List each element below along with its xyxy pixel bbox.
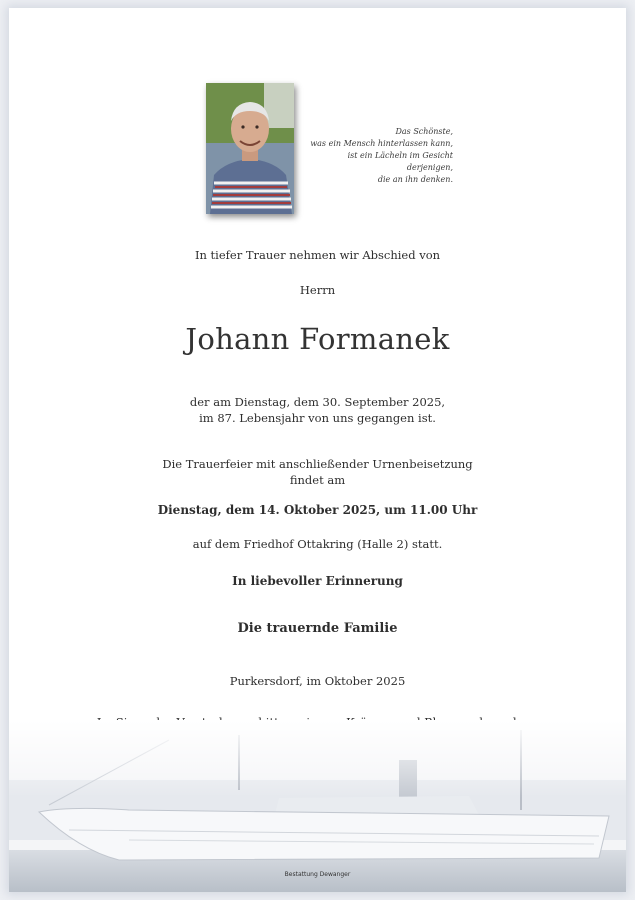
ceremony-date: Dienstag, dem 14. Oktober 2025, um 11.00 Uhr bbox=[157, 503, 478, 517]
memorial-quote: Das Schönste, was ein Mensch hinterlassen kann, ist ein Lächeln im Gesicht derjenigen, die an ihn denken. bbox=[310, 127, 453, 184]
funeral-home-credit: Bestattung Dewanger bbox=[284, 871, 351, 878]
intro-text: In tiefer Trauer nehmen wir Abschied von bbox=[194, 248, 441, 262]
ceremony-location: auf dem Friedhof Ottakring (Halle 2) statt. bbox=[192, 537, 443, 551]
family-signature: Die trauernde Familie bbox=[237, 621, 398, 636]
ceremony-info: Die Trauerfeier mit anschließender Urnenbeisetzung findet am bbox=[162, 457, 473, 487]
portrait-photo bbox=[206, 83, 294, 214]
obituary-sheet bbox=[9, 8, 626, 892]
salutation: Herrn bbox=[299, 283, 336, 297]
place-date: Purkersdorf, im Oktober 2025 bbox=[229, 674, 406, 688]
ship-illustration bbox=[9, 720, 626, 892]
deceased-name: Johann Formanek bbox=[185, 322, 450, 356]
memory-line: In liebevoller Erinnerung bbox=[232, 574, 403, 588]
death-info: der am Dienstag, dem 30. September 2025, im 87. Lebensjahr von uns gegangen ist. bbox=[189, 395, 446, 425]
